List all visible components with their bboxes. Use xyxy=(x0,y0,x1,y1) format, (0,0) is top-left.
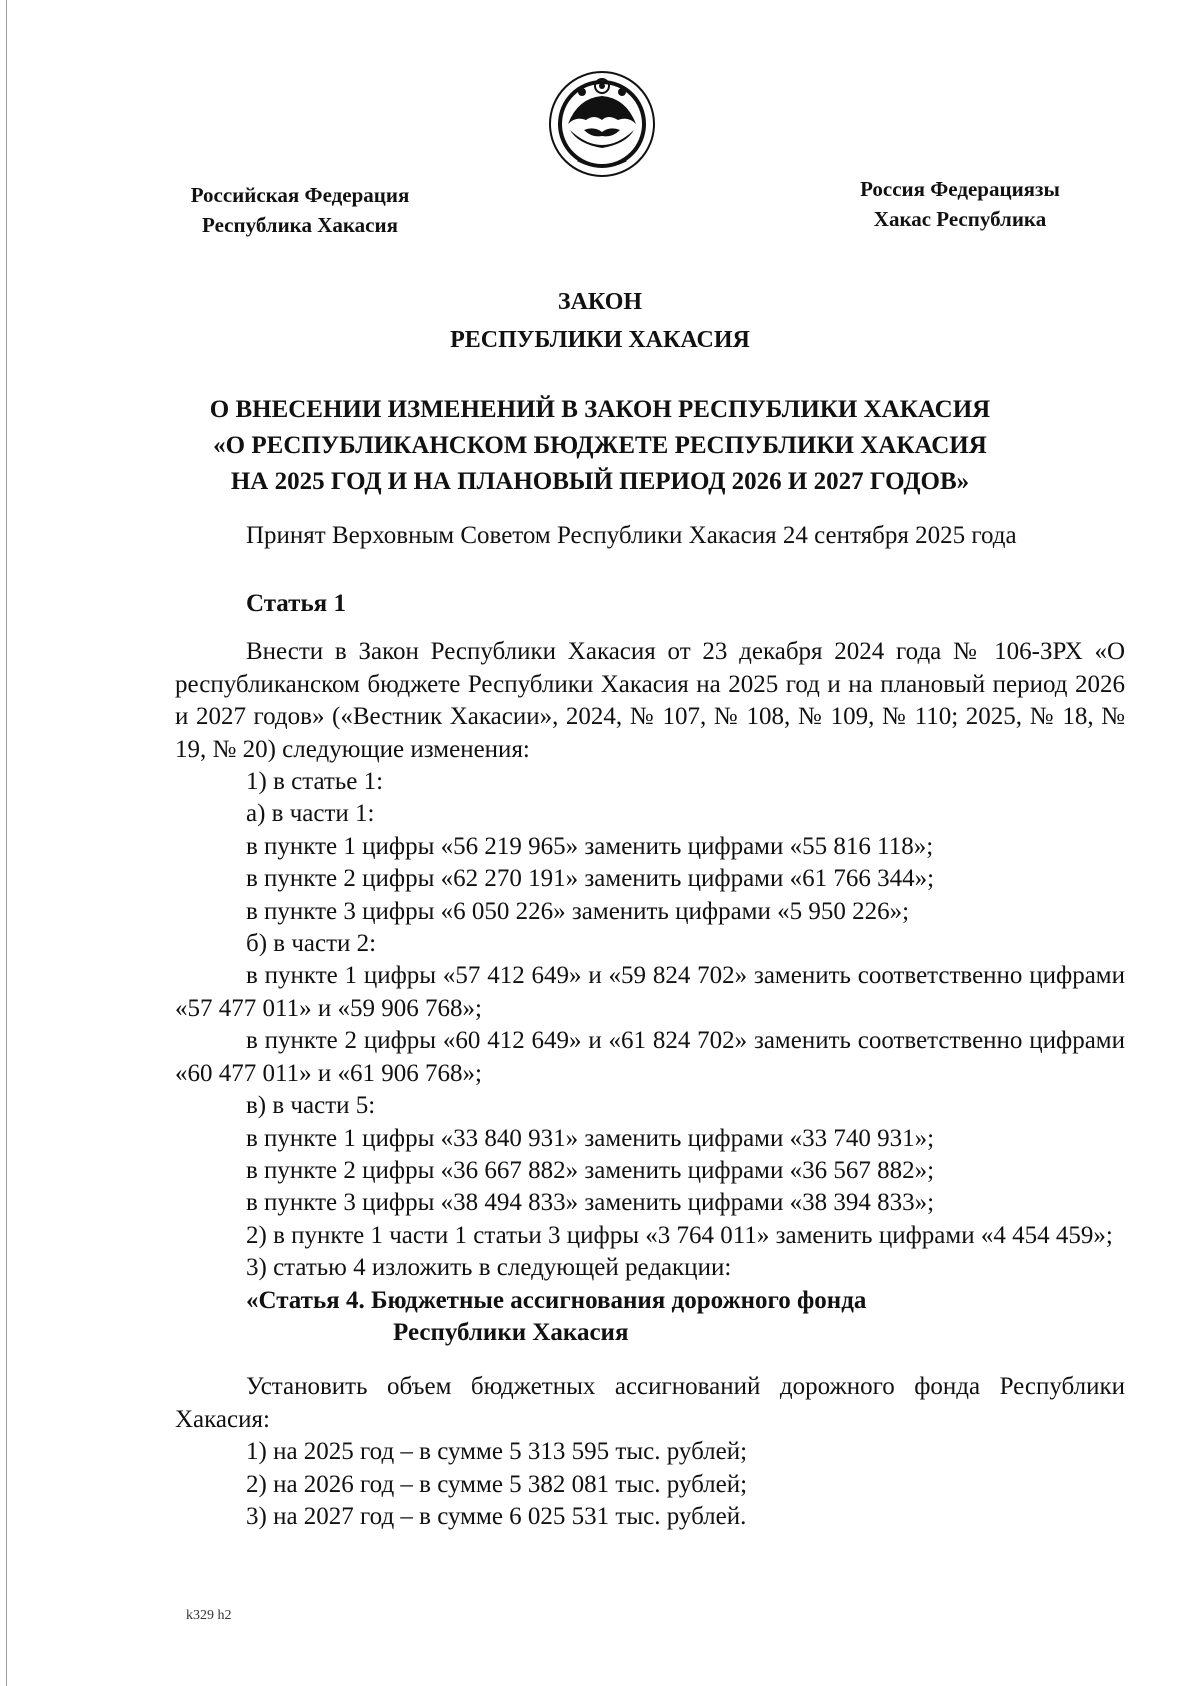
law-subtitle-line-3: НА 2025 ГОД И НА ПЛАНОВЫЙ ПЕРИОД 2026 И 2027 ГОДОВ» xyxy=(230,468,970,495)
article-4-intro: Установить объем бюджетных ассигнований дорожного фонда Республики Хакасия: xyxy=(175,1373,1125,1433)
article-1-item: а) в части 1: xyxy=(246,800,375,828)
document-code: k329 h2 xyxy=(186,1608,232,1623)
scan-edge-line xyxy=(6,0,7,1686)
article-1-item: в пункте 2 цифры «62 270 191» заменить цифрами «61 766 344»; xyxy=(246,865,935,893)
adoption-note: Принят Верховным Советом Республики Хакасия 24 сентября 2025 года xyxy=(246,522,1017,549)
header-left xyxy=(170,180,430,240)
law-subtitle-line-2: «О РЕСПУБЛИКАНСКОМ БЮДЖЕТЕ РЕСПУБЛИКИ ХАКАСИЯ xyxy=(213,432,987,459)
header-left-line-2: Республика Хакасия xyxy=(202,213,398,237)
article-1-heading: Статья 1 xyxy=(246,590,346,617)
article-1-item: в пункте 1 цифры «33 840 931» заменить цифрами «33 740 931»; xyxy=(246,1124,935,1152)
article-4-item: 1) на 2025 год – в сумме 5 313 595 тыс. рублей; xyxy=(246,1438,748,1466)
header-right-line-1: Россия Федерациязы xyxy=(860,177,1060,201)
header-right xyxy=(830,174,1090,234)
article-1-item: в пункте 1 цифры «57 412 649» и «59 824 702» заменить соответственно цифрами «57 477 011» и «59 906 768»; xyxy=(175,962,1125,1022)
law-title-line-1: ЗАКОН xyxy=(557,289,643,315)
header-right-line-2: Хакас Республика xyxy=(873,207,1047,231)
coat-of-arms-emblem-icon xyxy=(548,68,656,180)
article-1-item: 2) в пункте 1 части 1 статьи 3 цифры «3 764 011» заменить цифрами «4 454 459»; xyxy=(246,1221,1113,1249)
article-1-item: в пункте 3 цифры «38 494 833» заменить цифрами «38 394 833»; xyxy=(246,1189,935,1217)
law-body xyxy=(175,588,1125,1533)
law-subtitle xyxy=(0,392,1200,500)
header-left-line-1: Российская Федерация xyxy=(190,183,410,207)
article-1-item: 1) в статье 1: xyxy=(246,768,384,796)
article-1-intro: Внести в Закон Республики Хакасия от 23 декабря 2024 года № 106-ЗРХ «О республиканском бюджете Республики Хакасия на 2025 год и на плановый период 2026 и 2027 годов» («Вестник Хакасии», 2024, № 107, № 108, № 109, № 110; 2025, № 18, № 19, № 20) следующие изменения: xyxy=(175,638,1125,763)
article-4-item: 3) на 2027 год – в сумме 6 025 531 тыс. рублей. xyxy=(246,1502,747,1530)
article-1-item: 3) статью 4 изложить в следующей редакции: xyxy=(246,1254,732,1282)
article-1-item: б) в части 2: xyxy=(246,930,377,958)
article-1-item: в пункте 2 цифры «36 667 882» заменить цифрами «36 567 882»; xyxy=(246,1156,935,1184)
article-4-heading-line-2: Республики Хакасия xyxy=(393,1318,629,1346)
article-4-heading-line-1: «Статья 4. Бюджетные ассигнования дорожного фонда xyxy=(246,1286,867,1314)
article-1-item: в пункте 1 цифры «56 219 965» заменить цифрами «55 816 118»; xyxy=(246,832,934,860)
law-title-line-2: РЕСПУБЛИКИ ХАКАСИЯ xyxy=(450,327,750,353)
article-1-item: в) в части 5: xyxy=(246,1092,376,1120)
article-1-item: в пункте 2 цифры «60 412 649» и «61 824 702» заменить соответственно цифрами «60 477 011» и «61 906 768»; xyxy=(175,1027,1125,1087)
law-subtitle-line-1: О ВНЕСЕНИИ ИЗМЕНЕНИЙ В ЗАКОН РЕСПУБЛИКИ ХАКАСИЯ xyxy=(209,396,991,423)
article-1-item: в пункте 3 цифры «6 050 226» заменить цифрами «5 950 226»; xyxy=(246,897,910,925)
article-4-item: 2) на 2026 год – в сумме 5 382 081 тыс. рублей; xyxy=(246,1470,748,1498)
law-title xyxy=(0,283,1200,359)
